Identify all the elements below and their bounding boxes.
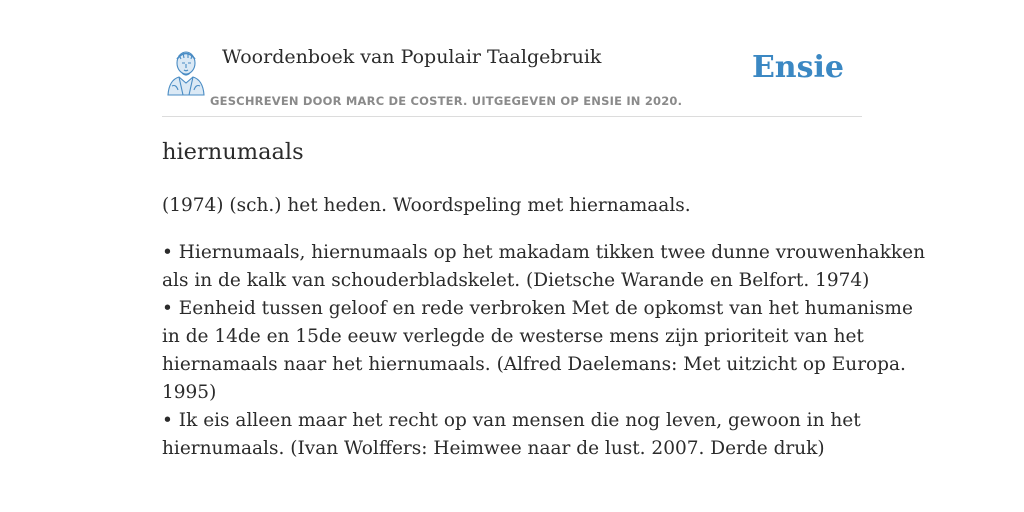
citation-line: • Ik eis alleen maar het recht op van mensen die nog leven, gewoon in het xyxy=(162,410,861,431)
entry-headword: hiernumaals xyxy=(162,139,304,165)
citation-line: hiernamaals naar het hiernumaals. (Alfred Daelemans: Met uitzicht op Europa. xyxy=(162,354,906,375)
book-title[interactable]: Woordenboek van Populair Taalgebruik xyxy=(222,46,602,68)
citation-line: 1995) xyxy=(162,382,217,403)
citation-line: hiernumaals. (Ivan Wolffers: Heimwee naar de lust. 2007. Derde druk) xyxy=(162,438,825,459)
citation-line: • Hiernumaals, hiernumaals op het makadam tikken twee dunne vrouwenhakken xyxy=(162,242,925,263)
citation-line: in de 14de en 15de eeuw verlegde de westerse mens zijn prioriteit van het xyxy=(162,326,864,347)
citation-line: als in de kalk van schouderbladskelet. (Dietsche Warande en Belfort. 1974) xyxy=(162,270,870,291)
citation-line: • Eenheid tussen geloof en rede verbroken Met de opkomst van het humanisme xyxy=(162,298,913,319)
entry-definition: (1974) (sch.) het heden. Woordspeling met hiernamaals. xyxy=(162,195,691,216)
author-portrait-icon xyxy=(164,46,208,96)
entry-citations xyxy=(162,239,925,463)
page-header xyxy=(162,40,862,117)
byline: GESCHREVEN DOOR MARC DE COSTER. UITGEGEVEN OP ENSIE IN 2020. xyxy=(210,94,683,108)
brand-logo[interactable]: Ensie xyxy=(751,50,844,85)
